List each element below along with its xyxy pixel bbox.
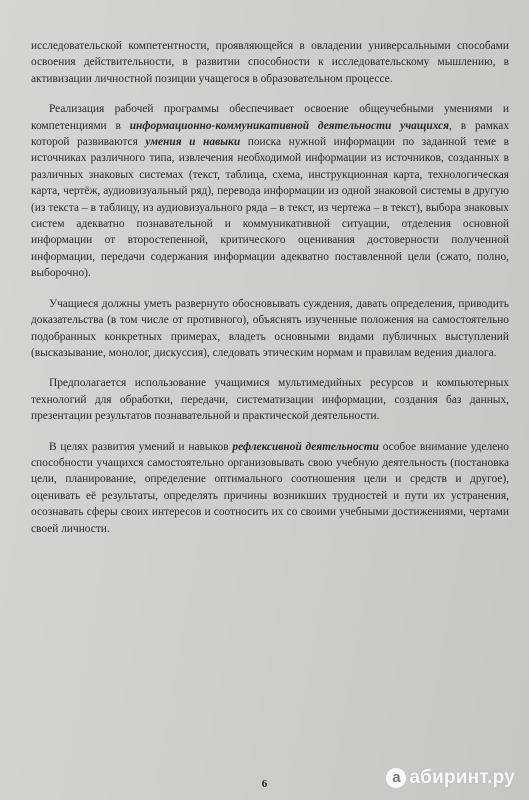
watermark-text: абиринт.ру xyxy=(409,767,515,788)
paragraph-5-text: В целях развития умений и навыков xyxy=(49,440,233,453)
paragraph-1-text: исследовательской компетентности, проявляющейся в овладении универсальными способами освоения действительности, в развитии способности к исследовательскому мышлению, в активизации личностной позиции учащегося в образовательном процессе. xyxy=(31,40,509,85)
paragraph-3 xyxy=(31,296,509,362)
paragraph-5-emphasis: рефлексивной деятельности xyxy=(232,440,379,453)
paragraph-2-emphasis: умения и навыки xyxy=(145,136,241,149)
paragraph-2-text: поиска нужной информации по заданной теме в источниках различного типа, извлечения необходимой информации из источников, созданных в различных знаковых системах (текст, таблица, схема, инструкционная карта, технологическая карта, чертёж, аудиовизуальный ряд), перевода информации из одной знаковой системы в другую (из текста – в таблицу, из аудиовизуального ряда – в текст, из чертежа – в текст), выбора знаковых систем адекватно познавательной и коммуникативной ситуации, отделения основной информации от второстепенной, критического оценивания достоверности полученной информации, передачи содержания информации адекватно поставленной цели (сжато, полно, выборочно). xyxy=(31,136,510,280)
paragraph-1 xyxy=(31,38,509,87)
page-number: 6 xyxy=(261,778,268,790)
body-text xyxy=(31,38,509,551)
paragraph-3-text: Учащиеся должны уметь развернуто обосновывать суждения, давать определения, приводить доказательства (в том числе от противного), объяснять изученные положения на самостоятельно подобранных конкретных примерах, владеть основными видами публичных выступлений (высказывание, монолог, дискуссия), следовать этическим нормам и правилам ведения диалога. xyxy=(31,297,509,359)
paragraph-4 xyxy=(31,375,509,424)
paragraph-5 xyxy=(31,439,509,537)
labirint-watermark xyxy=(386,767,515,789)
paragraph-5-text: особое внимание уделено способности учащихся самостоятельно организовывать свою учебную деятельность (постановка цели, планирование, определение оптимального соотношения цели и средств и другое), оценивать её результаты, определять причины возникших трудностей и пути их устранения, осознавать сферы своих интересов и соотносить их со своими учебными достижениями, чертами своей личности. xyxy=(31,440,509,535)
paragraph-2-emphasis: информационно-коммуникативной деятельности учащихся xyxy=(129,119,450,132)
labirint-logo-icon: а xyxy=(386,768,406,788)
paragraph-2-text: , в рамках которой развиваются xyxy=(31,119,510,149)
paragraph-2-text: Реализация рабочей программы обеспечивает освоение общеучебными умениями и компетенциями в xyxy=(31,103,509,132)
paragraph-4-text: Предполагается использование учащимися мультимедийных ресурсов и компьютерных технологий для обработки, передачи, систематизации информации, создания баз данных, презентации результатов познавательной и практической деятельности. xyxy=(31,377,509,423)
paragraph-2 xyxy=(31,101,509,281)
